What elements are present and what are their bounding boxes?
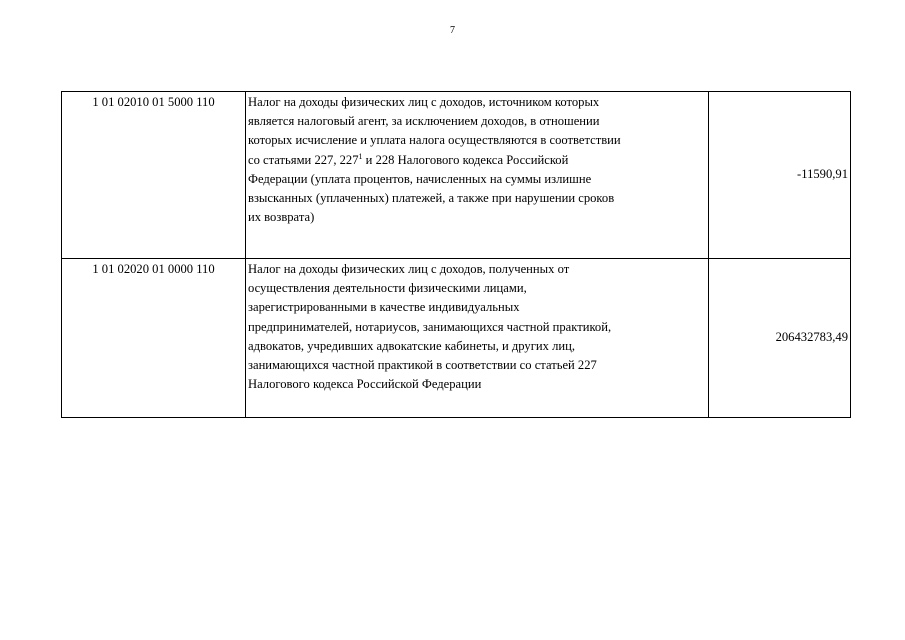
table-row (62, 259, 851, 418)
article-superscript: 1 (358, 151, 363, 161)
description-line: которых исчисление и уплата налога осуществляются в соответствии (248, 133, 621, 148)
budget-code-cell: 1 01 02010 01 5000 110 (62, 92, 246, 259)
description-line: Налогового кодекса Российской Федерации (248, 377, 482, 392)
description-line: зарегистрированными в качестве индивидуальных (248, 300, 520, 315)
amount-cell: -11590,91 (709, 92, 851, 259)
description-cell (246, 92, 709, 259)
description-line: взысканных (уплаченных) платежей, а также при нарушении сроков (248, 191, 615, 206)
article-suffix: и 228 Налогового кодекса Российской (362, 152, 569, 167)
description-line: предпринимателей, нотариусов, занимающихся частной практикой, (248, 319, 612, 334)
page-number: 7 (450, 25, 455, 36)
description-line-articles (248, 151, 706, 170)
description-line: осуществления деятельности физическими лицами, (248, 281, 527, 296)
description-line: Федерации (уплата процентов, начисленных на суммы излишне (248, 171, 592, 186)
description-line: является налоговый агент, за исключением доходов, в отношении (248, 114, 600, 129)
description-line: Налог на доходы физических лиц с доходов, полученных от (248, 262, 570, 276)
article-prefix: со статьями 227, 227 (248, 152, 359, 167)
budget-code-cell: 1 01 02020 01 0000 110 (62, 259, 246, 418)
budget-table (61, 91, 851, 418)
amount-cell: 206432783,49 (709, 259, 851, 418)
description-line: их возврата) (248, 210, 315, 225)
description-line: адвокатов, учредивших адвокатские кабинеты, и других лиц, (248, 338, 575, 353)
table-row (62, 92, 851, 259)
description-cell (246, 259, 709, 418)
description-line: занимающихся частной практикой в соответствии со статьей 227 (248, 358, 597, 373)
description-line: Налог на доходы физических лиц с доходов, источником которых (248, 95, 600, 109)
